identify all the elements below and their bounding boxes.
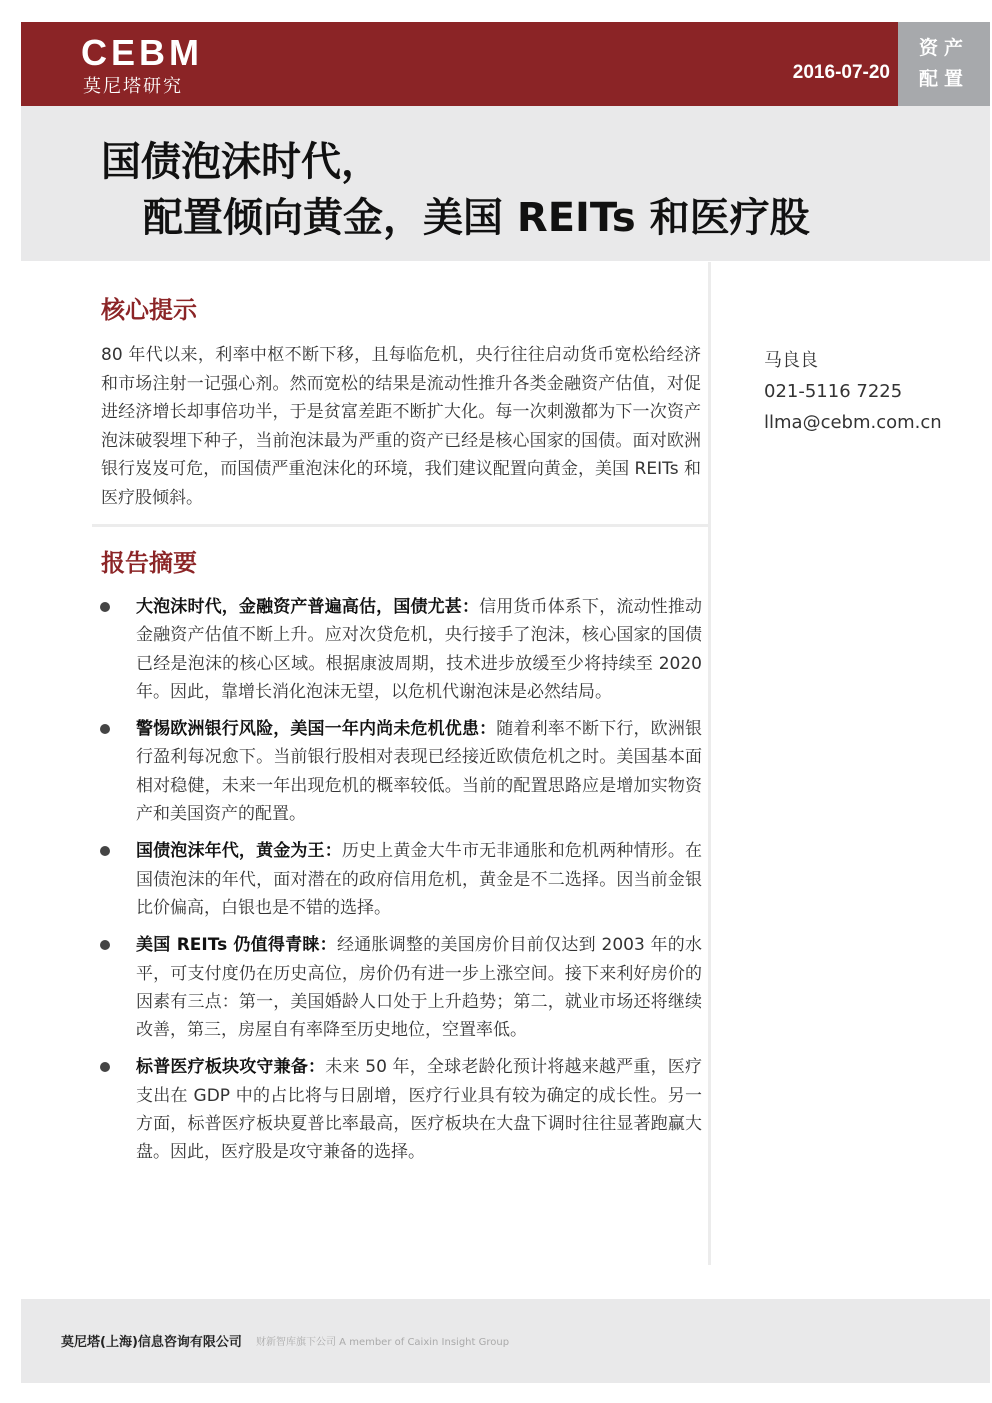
bullet-icon (100, 1062, 110, 1072)
author-email: llma@cebm.com.cn (764, 412, 942, 433)
item-lead: 大泡沫时代，金融资产普遍高估，国债尤甚： (136, 597, 480, 617)
summary-heading: 核心提示 (101, 296, 197, 324)
title-line2: 配置倾向黄金，美国 REITs 和医疗股 (143, 195, 810, 241)
list-item (100, 593, 702, 706)
item-text: 历史上黄金大牛市无非通胀和危机两种情形。在国债泡沫的年代，面对潜在的政府信用危机，黄金是不二选择。因当前金银比价偏高，白银也是不错的选择。 (136, 841, 702, 918)
category-line2: 配置 (918, 68, 969, 90)
author-phone: 021-5116 7225 (764, 381, 903, 402)
report-date: 2016-07-20 (792, 62, 890, 83)
list-item (100, 715, 702, 828)
item-text: 未来 50 年，全球老龄化预计将越来越严重，医疗支出在 GDP 中的占比将与日剧增，医疗行业具有较为确定的成长性。另一方面，标普医疗板块夏普比率最高，医疗板块在大盘下调时往往显著跑赢大盘。因此，医疗股是攻守兼备的选择。 (136, 1057, 702, 1163)
logo-subtitle: 莫尼塔研究 (83, 76, 183, 97)
bullet-icon (100, 846, 110, 856)
header-bar (21, 22, 898, 106)
list-item (100, 837, 702, 922)
item-lead: 国债泡沫年代，黄金为王： (136, 841, 342, 862)
title-band (21, 106, 990, 261)
category-badge (898, 22, 990, 106)
logo: CEBM (81, 32, 203, 73)
column-divider (708, 262, 711, 1265)
list-item (100, 931, 702, 1044)
item-text: 随着利率不断下行，欧洲银行盈利每况愈下。当前银行股相对表现已经接近欧债危机之时。美国基本面相对稳健，未来一年出现危机的概率较低。当前的配置思路应是增加实物资产和美国资产的配置。 (136, 719, 702, 825)
section-divider (92, 524, 708, 527)
footer (21, 1299, 990, 1383)
item-text: 信用货币体系下，流动性推动金融资产估值不断上升。应对次贷危机，央行接手了泡沫，核心国家的国债已经是泡沫的核心区域。根据康波周期，技术进步放缓至少将持续至 2020 年。因此，靠增长消化泡沫无望，以危机代谢泡沫是必然结局。 (136, 597, 702, 702)
bullet-icon (100, 940, 110, 950)
item-lead: 美国 REITs 仍值得青睐： (136, 935, 337, 956)
bullet-icon (100, 724, 110, 734)
category-line1: 资产 (918, 37, 969, 59)
item-text: 经通胀调整的美国房价目前仅达到 2003 年的水平，可支付度仍在历史高位，房价仍有进一步上涨空间。接下来利好房价的因素有三点：第一，美国婚龄人口处于上升趋势；第二，就业市场还将继续改善，第三，房屋自有率降至历史地位，空置率低。 (136, 935, 702, 1041)
author-name: 马良良 (764, 350, 818, 371)
footer-member: 财新智库旗下公司 A member of Caixin Insight Group (256, 1337, 510, 1348)
item-lead: 警惕欧洲银行风险，美国一年内尚未危机优患： (136, 719, 497, 740)
summary-text: 80 年代以来，利率中枢不断下移，且每临危机，央行往往启动货币宽松给经济和市场注射一记强心剂。然而宽松的结果是流动性推升各类金融资产估值，对促进经济增长却事倍功半，于是贫富差距不断扩大化。每一次刺激都为下一次资产泡沫破裂埋下种子，当前泡沫最为严重的资产已经是核心国家的国债。面对欧洲银行岌岌可危，而国债严重泡沫化的环境，我们建议配置向黄金，美国 REITs 和医疗股倾斜。 (101, 345, 701, 508)
title-line1: 国债泡沫时代， (101, 139, 381, 185)
item-lead: 标普医疗板块攻守兼备： (136, 1057, 326, 1078)
abstract-list (100, 593, 702, 1176)
list-item (100, 1053, 702, 1166)
abstract-heading: 报告摘要 (101, 549, 197, 577)
author-info (764, 345, 942, 438)
bullet-icon (100, 602, 110, 612)
footer-company: 莫尼塔(上海)信息咨询有限公司 (61, 1335, 242, 1350)
